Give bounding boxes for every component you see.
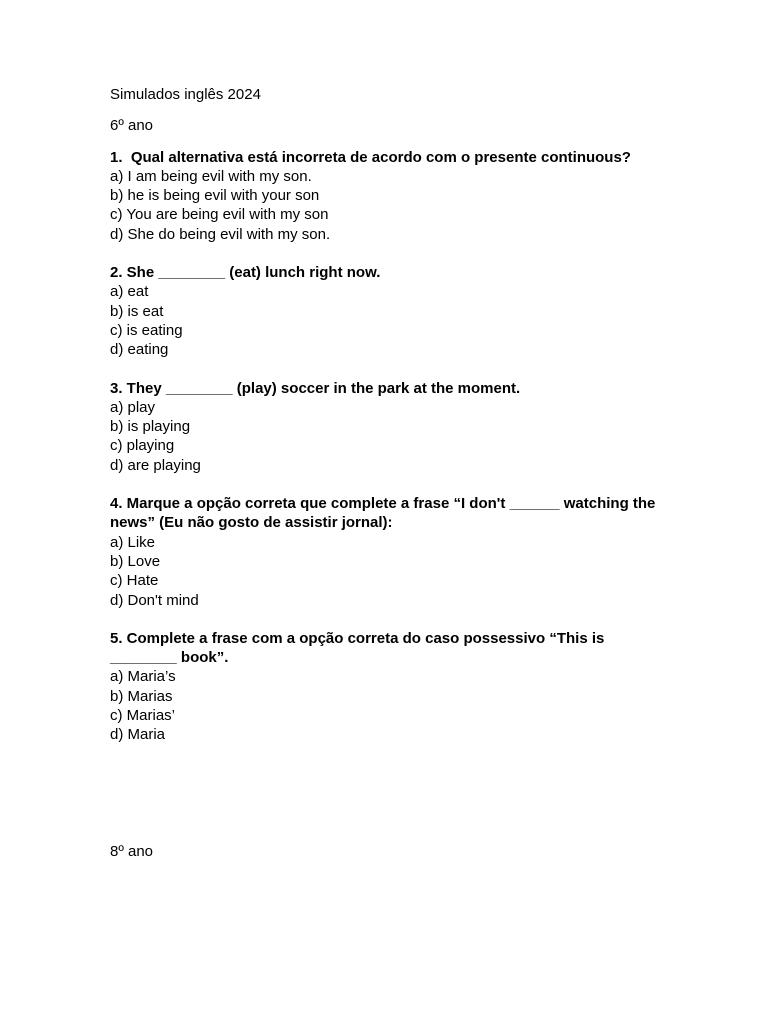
answer-option: b) is playing — [110, 418, 191, 436]
answer-option: b) he is being evil with your son — [110, 187, 320, 205]
grade-heading-6: 6º ano — [110, 117, 154, 135]
answer-option: a) Maria’s — [110, 668, 176, 686]
document-title: Simulados inglês 2024 — [110, 86, 261, 103]
answer-option: c) You are being evil with my son — [110, 206, 329, 224]
answer-option: b) Marias — [110, 687, 173, 705]
question-text: 4. Marque a opção correta que complete a frase “I don't ______ watching the news” (Eu não gosto de assistir jornal): — [110, 495, 660, 532]
answer-option: d) Maria — [110, 726, 166, 744]
question-text: 2. She ________ (eat) lunch right now. — [110, 264, 381, 282]
answer-option: d) are playing — [110, 456, 201, 474]
question-2 — [110, 263, 670, 359]
answer-option: c) Hate — [110, 572, 159, 590]
answer-option: c) playing — [110, 437, 175, 455]
question-4 — [110, 494, 670, 610]
answer-option: c) is eating — [110, 321, 183, 339]
answer-option: b) Love — [110, 552, 161, 570]
question-text: 1. Qual alternativa está incorreta de acordo com o presente continuous? — [110, 148, 631, 166]
answer-option: a) play — [110, 398, 156, 416]
answer-option: d) She do being evil with my son. — [110, 225, 331, 243]
question-1 — [110, 148, 670, 244]
answer-option: b) is eat — [110, 302, 164, 320]
question-5 — [110, 629, 670, 745]
grade-heading-8: 8º ano — [110, 843, 154, 860]
question-text: 3. They ________ (play) soccer in the park at the moment. — [110, 379, 521, 397]
answer-option: d) Don't mind — [110, 591, 199, 609]
answer-option: c) Marias’ — [110, 707, 176, 725]
answer-option: a) eat — [110, 283, 149, 301]
question-3 — [110, 379, 670, 475]
document-page — [110, 85, 670, 764]
question-text: 5. Complete a frase com a opção correta do caso possessivo “This is ________ book”. — [110, 629, 609, 667]
answer-option: d) eating — [110, 341, 169, 359]
answer-option: a) I am being evil with my son. — [110, 167, 312, 185]
answer-option: a) Like — [110, 533, 156, 551]
